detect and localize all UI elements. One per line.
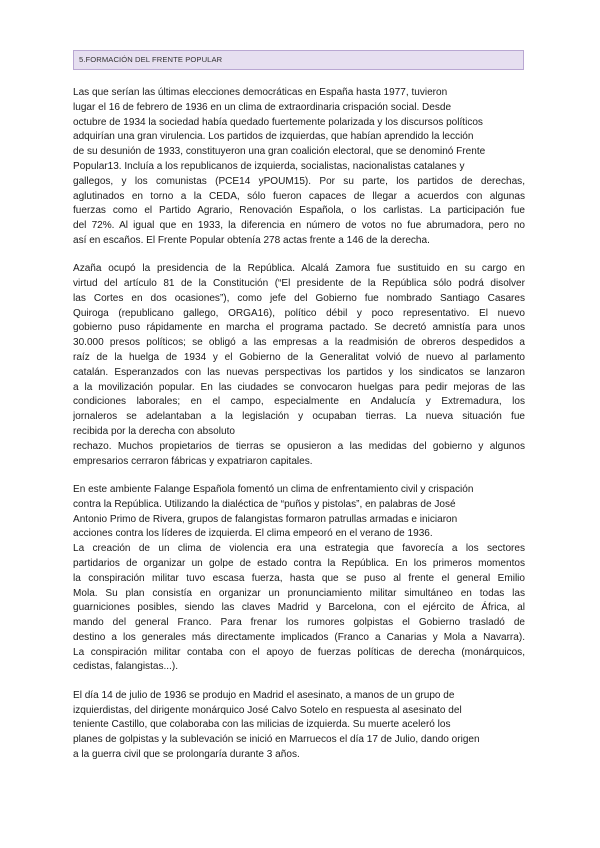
text-line: rechazo. Muchos propietarios de tierras se opusieron a las medidas del gobierno y algunos	[73, 440, 525, 452]
text-line: El día 14 de julio de 1936 se produjo en Madrid el asesinato, a manos de un grupo de	[73, 689, 455, 701]
paragraph-azana-gobierno	[73, 262, 525, 469]
text-line: jornaleros se adelantaban a la legislación y ocupaban tierras. La nueva situación fue	[73, 411, 525, 423]
text-line: de su desunión de 1933, constituyeron una gran coalición electoral, que se denominó Frente	[73, 146, 486, 158]
text-line: teniente Castillo, que colaboraba con las milicias de izquierda. Su muerte aceleró los	[73, 719, 451, 731]
text-line: En este ambiente Falange Española fomentó un clima de enfrentamiento civil y crispación	[73, 483, 474, 495]
text-line: gobierno puso rápidamente en marcha el programa pactado. Se decretó amnistía para unos	[73, 322, 525, 334]
section-title: 5.FORMACIÓN DEL FRENTE POPULAR	[73, 50, 524, 70]
text-line: Quiroga (republicano gallego, ORGA16), político débil y poco representativo. El nuevo	[73, 307, 525, 319]
text-line: acciones contra los líderes de izquierda. El clima empeoró en el verano de 1936.	[73, 528, 433, 540]
paragraph-falange-conspiracion	[73, 483, 525, 675]
text-line: Antonio Primo de Rivera, grupos de falangistas formaron patrullas armadas e iniciaron	[73, 513, 458, 525]
text-line: fuerzas como el Partido Agrario, Renovación Española, o los carlistas. La participación fue	[73, 205, 525, 217]
text-line: lugar el 16 de febrero de 1936 en un clima de extraordinaria crispación social. Desde	[73, 101, 452, 113]
text-line: partidarios de organizar un golpe de estado contra la República. En los primeros momentos	[73, 557, 525, 569]
text-line: empresarios cerraron fábricas y expatriaron capitales.	[73, 455, 313, 467]
text-line: Mola. Su plan consistía en organizar un pronunciamiento militar simultáneo en todas las	[73, 587, 525, 599]
paragraph-elecciones	[73, 86, 525, 249]
text-line: condiciones laborales; en el campo, especialmente en Andalucía y Extremadura, los	[73, 396, 525, 408]
text-line: cedistas, falangistas...).	[73, 661, 178, 673]
text-line: catalán. Esperanzados con las nuevas perspectivas los partidos y los sindicatos se lanzaron	[73, 366, 525, 378]
text-line: destino a los generales más directamente implicados (Franco a Canarias y Mola a Navarra).	[73, 631, 525, 643]
text-line: las Cortes en dos ocasiones”), como jefe del Gobierno fue nombrado Santiago Casares	[73, 292, 525, 304]
text-line: izquierdistas, del dirigente monárquico José Calvo Sotelo en respuesta al asesinato del	[73, 704, 462, 716]
text-line: Popular13. Incluía a los republicanos de izquierda, socialistas, nacionalistas catalanes y	[73, 160, 465, 172]
text-line: La conspiración militar contaba con el apoyo de fuerzas políticas de derecha (monárquicos,	[73, 646, 525, 658]
document-body	[73, 86, 525, 776]
text-line: raíz de la huelga de 1934 y el Gobierno de la Generalitat volvió de nuevo al parlamento	[73, 352, 525, 364]
text-line: del 72%. Al igual que en 1933, la diferencia en número de votos no fue abrumadora, pero no	[73, 220, 525, 232]
text-line: aglutinados en torno a la CEDA, sólo fueron capaces de llegar a acuerdos con algunas	[73, 190, 525, 202]
text-line: la conspiración militar tuvo escasa fuerza, hasta que se puso al frente el general Emilio	[73, 572, 525, 584]
text-line: La creación de un clima de violencia era una estrategia que favorecía a los sectores	[73, 543, 525, 555]
text-line: 30.000 presos políticos; se obligó a las empresas a la readmisión de obreros despedidos a	[73, 337, 525, 349]
text-line: gallegos, y los comunistas (PCE14 yPOUM15). Por su parte, los partidos de derechas,	[73, 175, 525, 187]
text-line: contra la República. Utilizando la dialéctica de “puños y pistolas”, en palabras de José	[73, 498, 456, 510]
text-line: guarniciones posibles, siendo las claves Madrid y Barcelona, con el ejército de África, al	[73, 602, 525, 614]
text-line: Las que serían las últimas elecciones democráticas en España hasta 1977, tuvieron	[73, 87, 448, 98]
text-line: virtud del artículo 81 de la Constitución (“El presidente de la República sólo podrá disolver	[73, 278, 525, 290]
text-line: adquirían una gran virulencia. Los partidos de izquierdas, que habían aprendido la lección	[73, 131, 474, 143]
text-line: a la guerra civil que se prolongaría durante 3 años.	[73, 748, 300, 760]
text-line: planes de golpistas y la sublevación se inició en Marruecos el día 17 de Julio, dando origen	[73, 734, 480, 746]
text-line: octubre de 1934 la sociedad había quedado fuertemente polarizada y los discursos políticos	[73, 116, 483, 128]
text-line: así en escaños. El Frente Popular obtenía 278 actas frente a 146 de la derecha.	[73, 234, 430, 246]
text-line: recibida por la derecha con absoluto	[73, 426, 235, 438]
text-line: Azaña ocupó la presidencia de la República. Alcalá Zamora fue sustituido en su cargo en	[73, 263, 525, 275]
text-line: a la movilización popular. En las ciudades se convocaron huelgas para pedir mejoras de las	[73, 381, 525, 393]
paragraph-calvo-sotelo	[73, 689, 525, 763]
text-line: mando del general Franco. Para frenar los rumores golpistas el Gobierno trasladó de	[73, 617, 525, 629]
